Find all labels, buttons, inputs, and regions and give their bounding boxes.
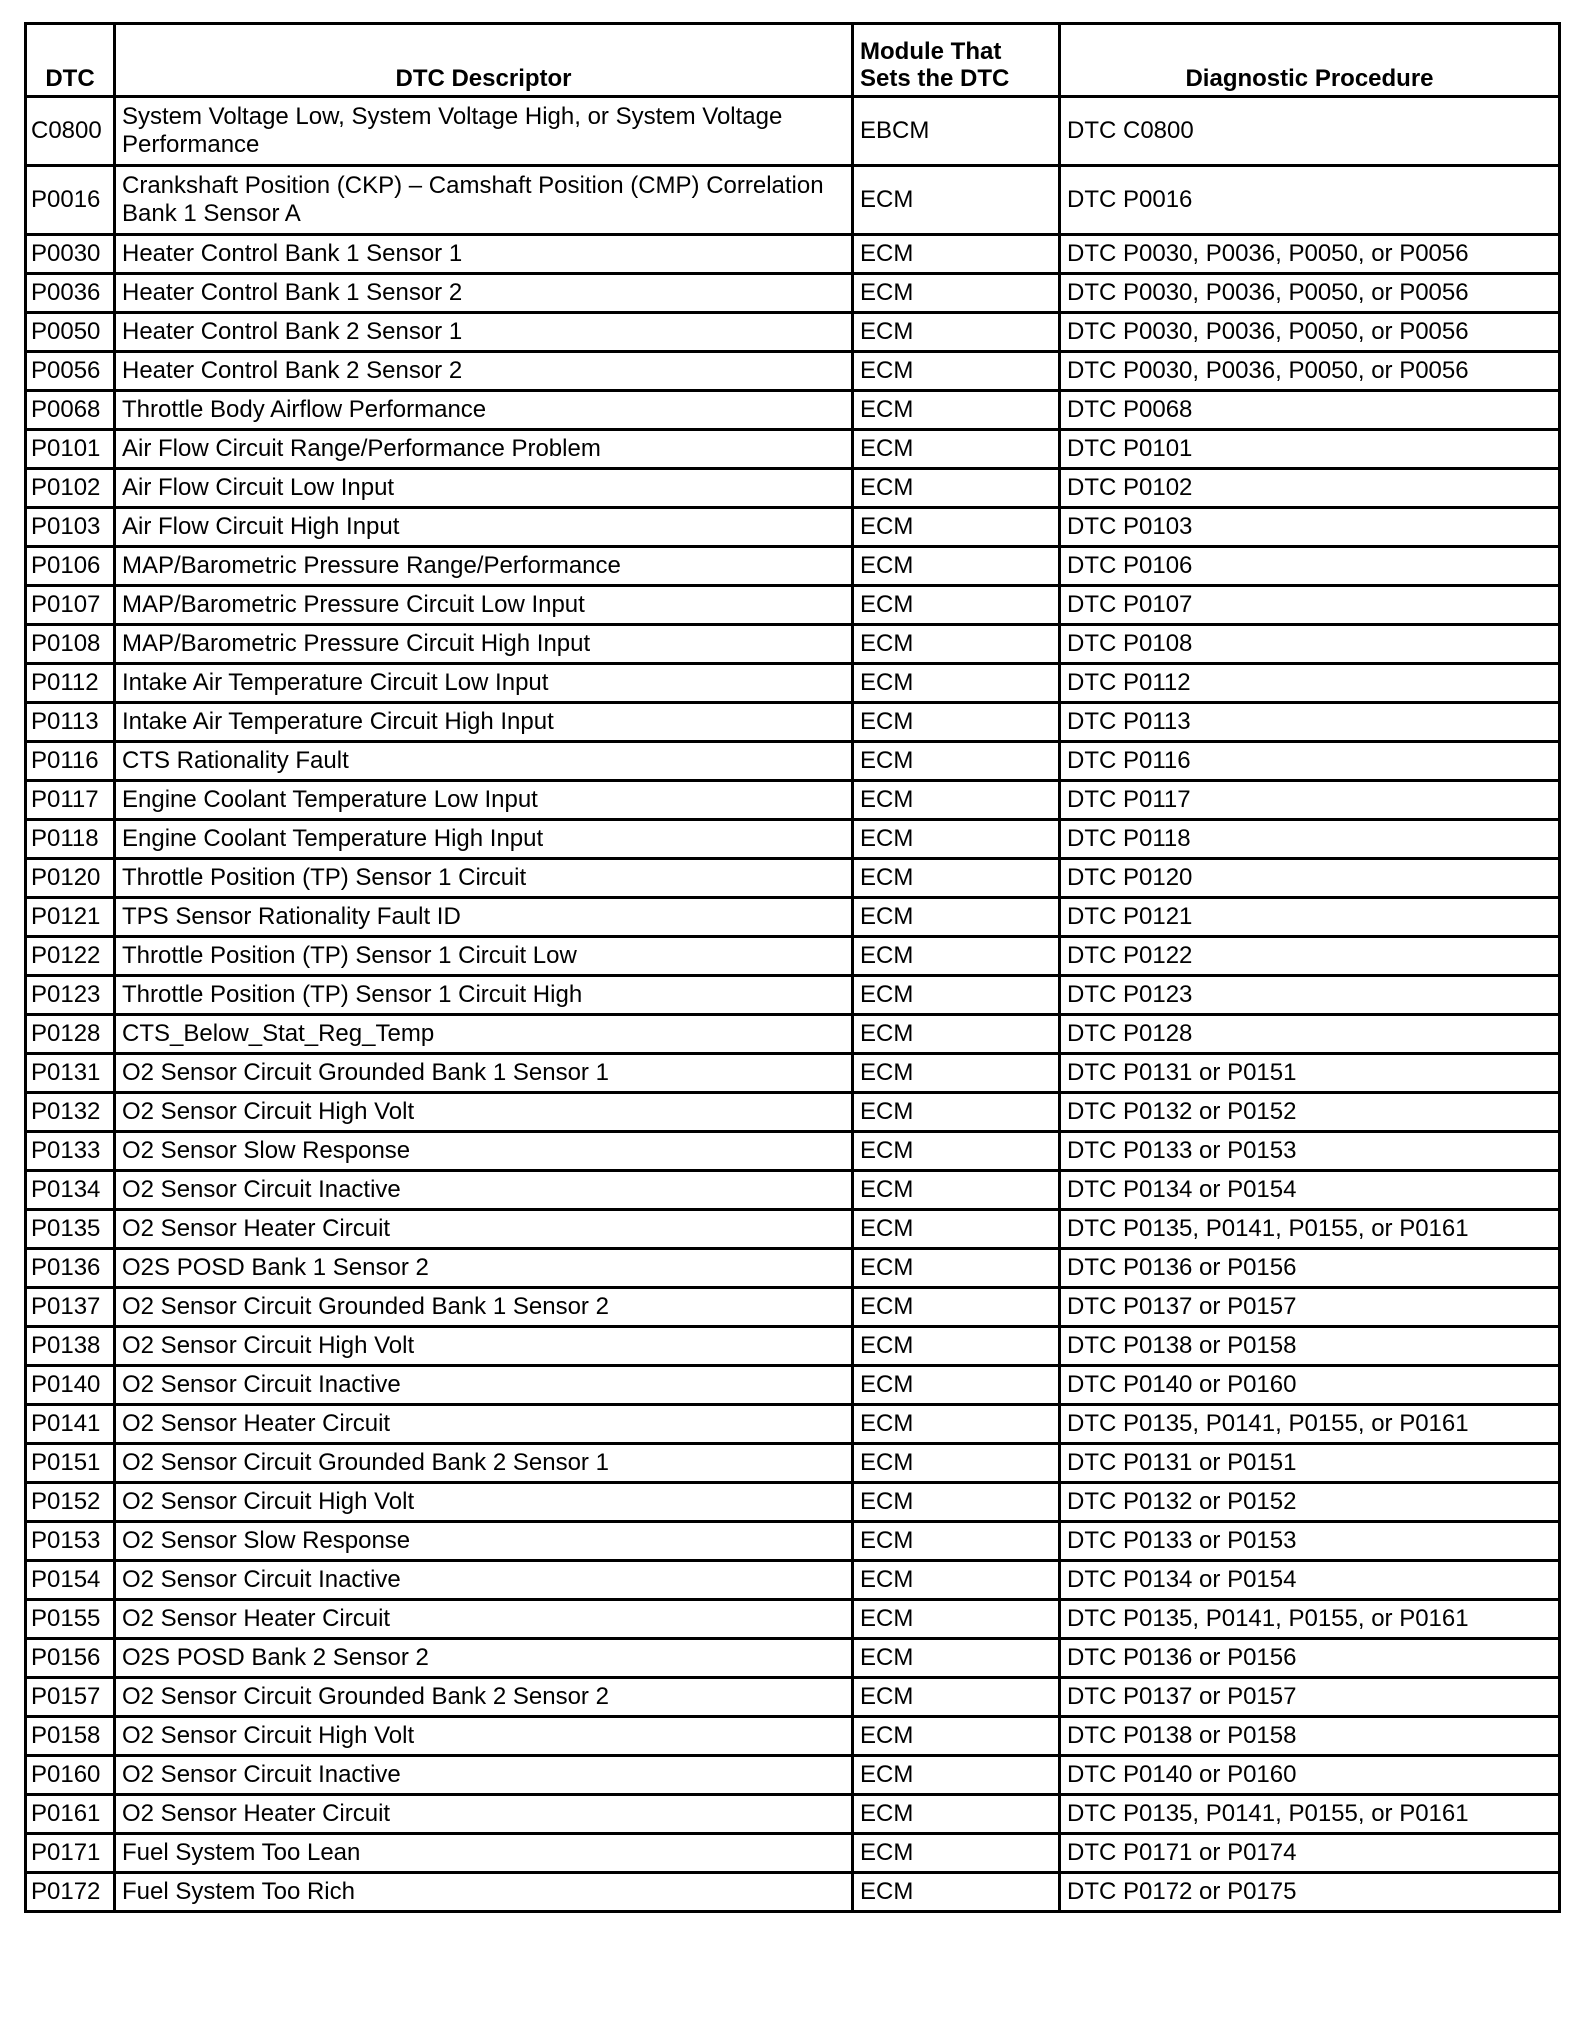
cell-procedure: DTC P0102 — [1060, 469, 1560, 508]
cell-procedure: DTC P0138 or P0158 — [1060, 1717, 1560, 1756]
cell-dtc: P0151 — [26, 1444, 115, 1483]
cell-module: ECM — [853, 976, 1060, 1015]
cell-module: ECM — [853, 1171, 1060, 1210]
table-row — [26, 1834, 1560, 1873]
cell-descriptor: O2 Sensor Circuit High Volt — [115, 1717, 853, 1756]
cell-dtc: P0102 — [26, 469, 115, 508]
table-row — [26, 1171, 1560, 1210]
cell-module: ECM — [853, 1873, 1060, 1912]
cell-procedure: DTC P0133 or P0153 — [1060, 1132, 1560, 1171]
cell-module: ECM — [853, 1015, 1060, 1054]
table-row — [26, 1405, 1560, 1444]
dtc-table — [24, 22, 1561, 1913]
cell-dtc: P0036 — [26, 274, 115, 313]
cell-procedure: DTC P0030, P0036, P0050, or P0056 — [1060, 352, 1560, 391]
cell-module: EBCM — [853, 97, 1060, 166]
cell-procedure: DTC P0134 or P0154 — [1060, 1561, 1560, 1600]
cell-procedure: DTC P0016 — [1060, 166, 1560, 235]
cell-descriptor: Engine Coolant Temperature High Input — [115, 820, 853, 859]
cell-descriptor: Fuel System Too Lean — [115, 1834, 853, 1873]
cell-descriptor: Air Flow Circuit Low Input — [115, 469, 853, 508]
table-row — [26, 313, 1560, 352]
cell-descriptor: TPS Sensor Rationality Fault ID — [115, 898, 853, 937]
cell-procedure: DTC P0030, P0036, P0050, or P0056 — [1060, 313, 1560, 352]
table-row — [26, 1093, 1560, 1132]
cell-module: ECM — [853, 1327, 1060, 1366]
cell-module: ECM — [853, 937, 1060, 976]
cell-module: ECM — [853, 1483, 1060, 1522]
cell-module: ECM — [853, 742, 1060, 781]
cell-dtc: P0158 — [26, 1717, 115, 1756]
cell-procedure: DTC P0132 or P0152 — [1060, 1093, 1560, 1132]
cell-procedure: DTC P0113 — [1060, 703, 1560, 742]
cell-dtc: P0155 — [26, 1600, 115, 1639]
table-row — [26, 1288, 1560, 1327]
cell-descriptor: CTS_Below_Stat_Reg_Temp — [115, 1015, 853, 1054]
cell-module: ECM — [853, 430, 1060, 469]
cell-descriptor: O2 Sensor Heater Circuit — [115, 1600, 853, 1639]
cell-descriptor: Fuel System Too Rich — [115, 1873, 853, 1912]
cell-descriptor: Heater Control Bank 2 Sensor 2 — [115, 352, 853, 391]
cell-module: ECM — [853, 1639, 1060, 1678]
cell-procedure: DTC P0131 or P0151 — [1060, 1054, 1560, 1093]
cell-dtc: P0030 — [26, 235, 115, 274]
cell-dtc: P0153 — [26, 1522, 115, 1561]
cell-descriptor: O2 Sensor Slow Response — [115, 1132, 853, 1171]
cell-module: ECM — [853, 781, 1060, 820]
cell-procedure: DTC P0135, P0141, P0155, or P0161 — [1060, 1210, 1560, 1249]
header-procedure: Diagnostic Procedure — [1060, 24, 1560, 97]
cell-procedure: DTC P0120 — [1060, 859, 1560, 898]
cell-module: ECM — [853, 1678, 1060, 1717]
cell-dtc: P0118 — [26, 820, 115, 859]
cell-descriptor: O2S POSD Bank 2 Sensor 2 — [115, 1639, 853, 1678]
cell-dtc: P0157 — [26, 1678, 115, 1717]
cell-dtc: P0068 — [26, 391, 115, 430]
table-row — [26, 1639, 1560, 1678]
cell-procedure: DTC P0112 — [1060, 664, 1560, 703]
cell-procedure: DTC P0140 or P0160 — [1060, 1756, 1560, 1795]
cell-module: ECM — [853, 1834, 1060, 1873]
cell-dtc: P0154 — [26, 1561, 115, 1600]
cell-module: ECM — [853, 625, 1060, 664]
table-row — [26, 1054, 1560, 1093]
cell-descriptor: O2 Sensor Circuit Grounded Bank 1 Sensor 2 — [115, 1288, 853, 1327]
table-row — [26, 703, 1560, 742]
table-row — [26, 352, 1560, 391]
cell-descriptor: O2 Sensor Slow Response — [115, 1522, 853, 1561]
cell-dtc: P0016 — [26, 166, 115, 235]
table-row — [26, 1366, 1560, 1405]
table-row — [26, 1717, 1560, 1756]
table-row — [26, 820, 1560, 859]
cell-module: ECM — [853, 1522, 1060, 1561]
cell-descriptor: O2 Sensor Circuit Inactive — [115, 1561, 853, 1600]
cell-procedure: DTC P0107 — [1060, 586, 1560, 625]
cell-descriptor: MAP/Barometric Pressure Circuit Low Input — [115, 586, 853, 625]
table-row — [26, 1015, 1560, 1054]
cell-dtc: P0172 — [26, 1873, 115, 1912]
cell-procedure: DTC P0140 or P0160 — [1060, 1366, 1560, 1405]
cell-module: ECM — [853, 1795, 1060, 1834]
table-row — [26, 1132, 1560, 1171]
cell-dtc: P0122 — [26, 937, 115, 976]
cell-dtc: P0117 — [26, 781, 115, 820]
cell-procedure: DTC P0133 or P0153 — [1060, 1522, 1560, 1561]
cell-procedure: DTC P0030, P0036, P0050, or P0056 — [1060, 235, 1560, 274]
cell-procedure: DTC P0106 — [1060, 547, 1560, 586]
table-row — [26, 1522, 1560, 1561]
cell-procedure: DTC P0122 — [1060, 937, 1560, 976]
cell-procedure: DTC P0136 or P0156 — [1060, 1249, 1560, 1288]
cell-procedure: DTC P0171 or P0174 — [1060, 1834, 1560, 1873]
cell-dtc: P0133 — [26, 1132, 115, 1171]
cell-descriptor: O2 Sensor Circuit Inactive — [115, 1366, 853, 1405]
table-row — [26, 166, 1560, 235]
cell-module: ECM — [853, 166, 1060, 235]
header-module-line2: Sets the DTC — [860, 65, 1010, 92]
cell-module: ECM — [853, 1366, 1060, 1405]
header-row — [26, 24, 1560, 97]
cell-dtc: P0152 — [26, 1483, 115, 1522]
table-row — [26, 1249, 1560, 1288]
cell-module: ECM — [853, 1210, 1060, 1249]
header-descriptor: DTC Descriptor — [115, 24, 853, 97]
cell-descriptor: Engine Coolant Temperature Low Input — [115, 781, 853, 820]
cell-module: ECM — [853, 1756, 1060, 1795]
cell-module: ECM — [853, 664, 1060, 703]
cell-module: ECM — [853, 313, 1060, 352]
cell-descriptor: System Voltage Low, System Voltage High, or System Voltage Performance — [115, 97, 853, 166]
cell-procedure: DTC P0135, P0141, P0155, or P0161 — [1060, 1795, 1560, 1834]
table-row — [26, 742, 1560, 781]
cell-module: ECM — [853, 1444, 1060, 1483]
cell-descriptor: O2 Sensor Circuit Grounded Bank 2 Sensor 1 — [115, 1444, 853, 1483]
cell-module: ECM — [853, 235, 1060, 274]
table-row — [26, 625, 1560, 664]
cell-descriptor: Throttle Body Airflow Performance — [115, 391, 853, 430]
cell-procedure: DTC P0136 or P0156 — [1060, 1639, 1560, 1678]
cell-descriptor: O2 Sensor Circuit Grounded Bank 2 Sensor 2 — [115, 1678, 853, 1717]
header-module-line1: Module That — [860, 38, 1002, 65]
cell-module: ECM — [853, 469, 1060, 508]
table-row — [26, 1678, 1560, 1717]
table-row — [26, 1483, 1560, 1522]
cell-procedure: DTC P0137 or P0157 — [1060, 1288, 1560, 1327]
cell-descriptor: CTS Rationality Fault — [115, 742, 853, 781]
cell-procedure: DTC P0116 — [1060, 742, 1560, 781]
cell-descriptor: Air Flow Circuit Range/Performance Problem — [115, 430, 853, 469]
cell-dtc: P0138 — [26, 1327, 115, 1366]
cell-module: ECM — [853, 1600, 1060, 1639]
cell-descriptor: O2 Sensor Heater Circuit — [115, 1795, 853, 1834]
cell-dtc: P0120 — [26, 859, 115, 898]
cell-descriptor: Heater Control Bank 2 Sensor 1 — [115, 313, 853, 352]
table-row — [26, 1561, 1560, 1600]
cell-procedure: DTC P0135, P0141, P0155, or P0161 — [1060, 1600, 1560, 1639]
table-row — [26, 859, 1560, 898]
cell-dtc: P0101 — [26, 430, 115, 469]
table-row — [26, 235, 1560, 274]
cell-procedure: DTC P0118 — [1060, 820, 1560, 859]
cell-procedure: DTC P0172 or P0175 — [1060, 1873, 1560, 1912]
cell-dtc: P0113 — [26, 703, 115, 742]
cell-dtc: P0112 — [26, 664, 115, 703]
cell-module: ECM — [853, 1249, 1060, 1288]
cell-module: ECM — [853, 1288, 1060, 1327]
header-dtc: DTC — [26, 24, 115, 97]
table-row — [26, 937, 1560, 976]
cell-module: ECM — [853, 1717, 1060, 1756]
cell-procedure: DTC P0101 — [1060, 430, 1560, 469]
table-row — [26, 274, 1560, 313]
cell-dtc: P0107 — [26, 586, 115, 625]
cell-procedure: DTC P0137 or P0157 — [1060, 1678, 1560, 1717]
cell-descriptor: Throttle Position (TP) Sensor 1 Circuit Low — [115, 937, 853, 976]
cell-descriptor: O2 Sensor Circuit Grounded Bank 1 Sensor 1 — [115, 1054, 853, 1093]
cell-dtc: P0128 — [26, 1015, 115, 1054]
cell-descriptor: Crankshaft Position (CKP) – Camshaft Position (CMP) Correlation Bank 1 Sensor A — [115, 166, 853, 235]
cell-procedure: DTC P0135, P0141, P0155, or P0161 — [1060, 1405, 1560, 1444]
table-row — [26, 508, 1560, 547]
cell-dtc: P0140 — [26, 1366, 115, 1405]
cell-module: ECM — [853, 1093, 1060, 1132]
cell-descriptor: Heater Control Bank 1 Sensor 1 — [115, 235, 853, 274]
cell-descriptor: O2 Sensor Circuit High Volt — [115, 1093, 853, 1132]
cell-module: ECM — [853, 1405, 1060, 1444]
cell-procedure: DTC P0117 — [1060, 781, 1560, 820]
cell-descriptor: Throttle Position (TP) Sensor 1 Circuit — [115, 859, 853, 898]
table-row — [26, 1795, 1560, 1834]
table-row — [26, 664, 1560, 703]
cell-descriptor: Intake Air Temperature Circuit Low Input — [115, 664, 853, 703]
cell-dtc: C0800 — [26, 97, 115, 166]
cell-module: ECM — [853, 703, 1060, 742]
cell-dtc: P0156 — [26, 1639, 115, 1678]
cell-procedure: DTC P0132 or P0152 — [1060, 1483, 1560, 1522]
table-row — [26, 781, 1560, 820]
cell-dtc: P0135 — [26, 1210, 115, 1249]
cell-descriptor: O2S POSD Bank 1 Sensor 2 — [115, 1249, 853, 1288]
cell-dtc: P0160 — [26, 1756, 115, 1795]
table-row — [26, 898, 1560, 937]
cell-module: ECM — [853, 274, 1060, 313]
cell-descriptor: Air Flow Circuit High Input — [115, 508, 853, 547]
cell-module: ECM — [853, 1561, 1060, 1600]
table-row — [26, 586, 1560, 625]
cell-dtc: P0116 — [26, 742, 115, 781]
table-row — [26, 1600, 1560, 1639]
cell-procedure: DTC P0134 or P0154 — [1060, 1171, 1560, 1210]
cell-module: ECM — [853, 391, 1060, 430]
table-row — [26, 430, 1560, 469]
cell-dtc: P0141 — [26, 1405, 115, 1444]
cell-procedure: DTC P0108 — [1060, 625, 1560, 664]
cell-module: ECM — [853, 586, 1060, 625]
cell-dtc: P0056 — [26, 352, 115, 391]
cell-dtc: P0134 — [26, 1171, 115, 1210]
cell-dtc: P0050 — [26, 313, 115, 352]
cell-descriptor: O2 Sensor Circuit High Volt — [115, 1327, 853, 1366]
cell-dtc: P0108 — [26, 625, 115, 664]
cell-procedure: DTC P0103 — [1060, 508, 1560, 547]
cell-dtc: P0161 — [26, 1795, 115, 1834]
cell-descriptor: Heater Control Bank 1 Sensor 2 — [115, 274, 853, 313]
cell-module: ECM — [853, 547, 1060, 586]
header-module — [853, 24, 1060, 97]
table-row — [26, 1444, 1560, 1483]
cell-dtc: P0106 — [26, 547, 115, 586]
cell-dtc: P0121 — [26, 898, 115, 937]
table-row — [26, 97, 1560, 166]
cell-descriptor: O2 Sensor Heater Circuit — [115, 1405, 853, 1444]
cell-procedure: DTC P0068 — [1060, 391, 1560, 430]
cell-dtc: P0136 — [26, 1249, 115, 1288]
cell-descriptor: O2 Sensor Circuit Inactive — [115, 1171, 853, 1210]
cell-procedure: DTC P0030, P0036, P0050, or P0056 — [1060, 274, 1560, 313]
table-row — [26, 1873, 1560, 1912]
cell-module: ECM — [853, 898, 1060, 937]
cell-descriptor: MAP/Barometric Pressure Range/Performance — [115, 547, 853, 586]
cell-procedure: DTC P0138 or P0158 — [1060, 1327, 1560, 1366]
table-row — [26, 469, 1560, 508]
cell-descriptor: Throttle Position (TP) Sensor 1 Circuit High — [115, 976, 853, 1015]
cell-module: ECM — [853, 508, 1060, 547]
cell-procedure: DTC P0121 — [1060, 898, 1560, 937]
table-body — [26, 97, 1560, 1912]
cell-descriptor: Intake Air Temperature Circuit High Input — [115, 703, 853, 742]
table-row — [26, 976, 1560, 1015]
cell-procedure: DTC P0128 — [1060, 1015, 1560, 1054]
table-header — [26, 24, 1560, 97]
cell-descriptor: O2 Sensor Circuit High Volt — [115, 1483, 853, 1522]
cell-procedure: DTC P0123 — [1060, 976, 1560, 1015]
cell-module: ECM — [853, 859, 1060, 898]
cell-dtc: P0171 — [26, 1834, 115, 1873]
table-row — [26, 1327, 1560, 1366]
cell-module: ECM — [853, 352, 1060, 391]
cell-dtc: P0137 — [26, 1288, 115, 1327]
cell-dtc: P0131 — [26, 1054, 115, 1093]
cell-module: ECM — [853, 820, 1060, 859]
table-row — [26, 1756, 1560, 1795]
cell-module: ECM — [853, 1132, 1060, 1171]
cell-procedure: DTC P0131 or P0151 — [1060, 1444, 1560, 1483]
cell-dtc: P0103 — [26, 508, 115, 547]
cell-descriptor: O2 Sensor Circuit Inactive — [115, 1756, 853, 1795]
cell-dtc: P0132 — [26, 1093, 115, 1132]
table-row — [26, 391, 1560, 430]
cell-descriptor: MAP/Barometric Pressure Circuit High Input — [115, 625, 853, 664]
cell-dtc: P0123 — [26, 976, 115, 1015]
table-row — [26, 1210, 1560, 1249]
cell-module: ECM — [853, 1054, 1060, 1093]
table-row — [26, 547, 1560, 586]
cell-descriptor: O2 Sensor Heater Circuit — [115, 1210, 853, 1249]
cell-procedure: DTC C0800 — [1060, 97, 1560, 166]
